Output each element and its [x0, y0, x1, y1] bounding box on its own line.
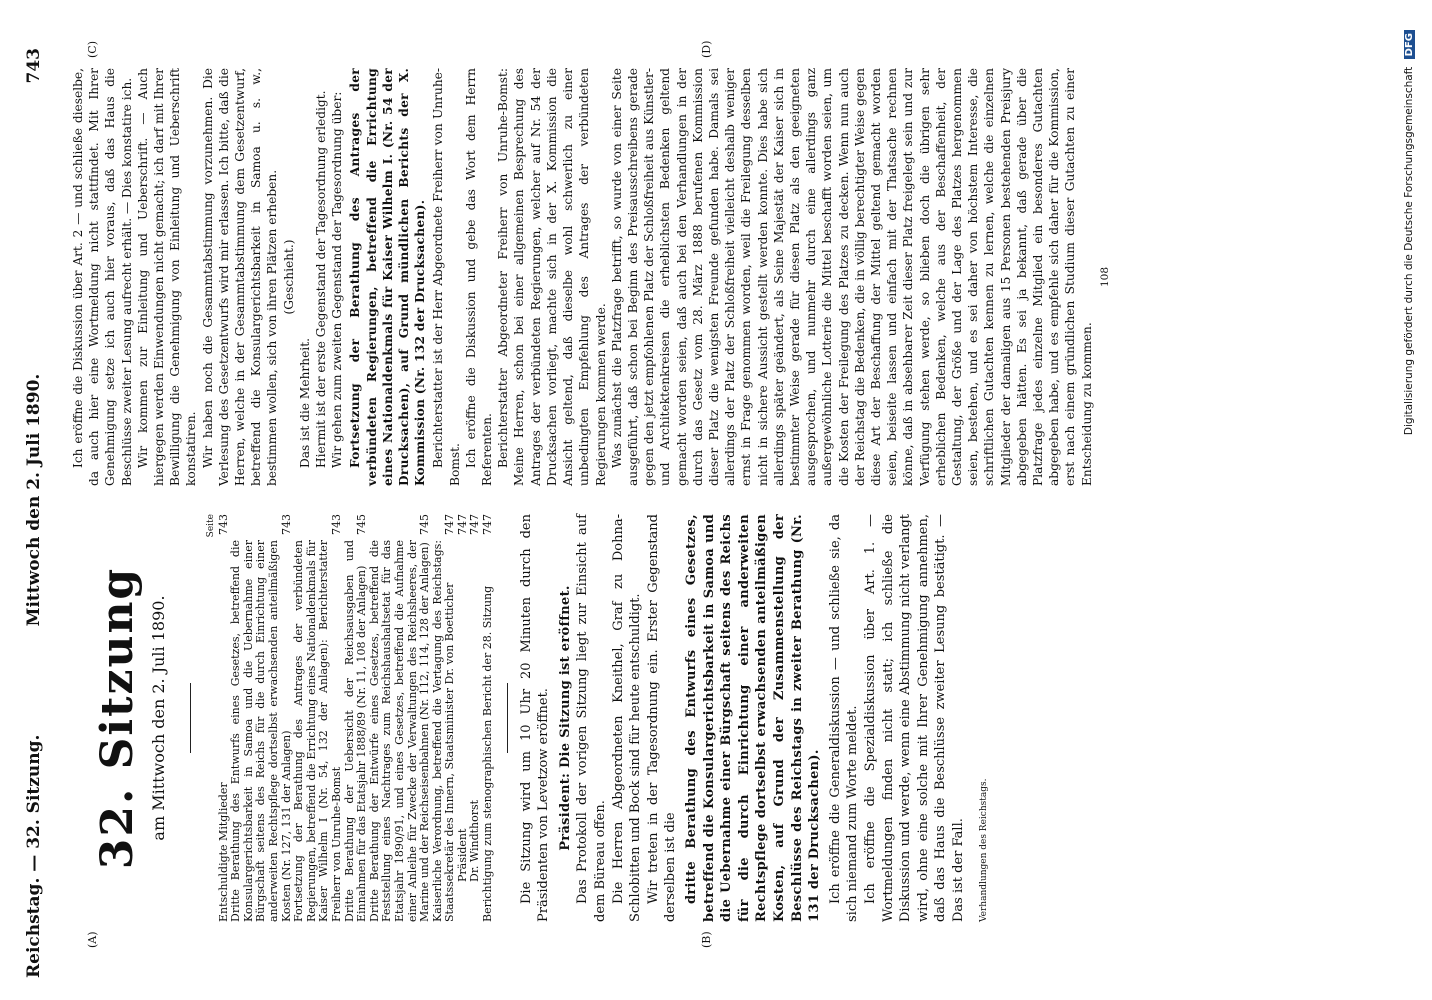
- paragraph: Wir haben noch die Gesammtabstimmung vorzunehmen. Die Verlesung des Gesetzentwurfs wird mir erlassen. Ich bitte, daß die Herren, welche in der Gesammtabstimmung dem Gesetzentwurf, betreffend die Konsulargerichtsbarkeit in Samoa u. s. w., bestimmen wollen, sich von ihren Plätzen erheben.: [200, 68, 280, 486]
- paragraph: Ich eröffne die Diskussion über Art. 2 — und schließe dieselbe, da auch hier eine Wortmeldung nicht stattfindet. Mit Ihrer Genehmigung setze ich auch hier voraus, daß das Haus die Beschlüsse zweiter Lesung aufrecht erhält. — Dies konstatire ich.: [71, 68, 134, 486]
- paragraph: Wir kommen zur Einleitung und Ueberschrift. — Auch hiergegen werden Einwendungen nicht gemacht; ich darf mit Ihrer Bewilligung die Genehmigung von Einleitung und Ueberschrift konstatiren.: [135, 68, 199, 486]
- paragraph: Präsident: Die Sitzung ist eröffnet.: [557, 585, 573, 851]
- paragraph: Berichterstatter ist der Herr Abgeordnete Freiherr von Unruhe-Bomst.: [431, 68, 462, 486]
- paragraph: Berichterstatter Abgeordneter Freiherr von Unruhe-Bomst: Meine Herren, schon bei einer allgemeinen Besprechung des Antrages der verbündeten Regierungen, welcher auf Nr. 54 der Drucksachen vorliegt, machte sich in der X. Kommission die Ansicht geltend, daß dieselbe wohl schwerlich zu einer unbedingten Empfehlung des Antrages der verbündeten Regierungen kommen werde.: [496, 68, 608, 486]
- toc-item: Präsident 747: [455, 514, 469, 882]
- digitization-text: Digitalisierung gefördert durch die Deutsche Forschungsgemeinschaft: [1403, 66, 1415, 436]
- paragraph: Das Protokoll der vorigen Sitzung liegt zur Einsicht auf dem Büreau offen.: [575, 514, 609, 922]
- toc-item: Dr. Windthorst 747: [468, 514, 482, 882]
- margin-mark-a: (A): [86, 931, 99, 948]
- session-date: am Mittwoch den 2. Juli 1890.: [149, 595, 168, 841]
- toc-item: Dritte Berathung des Entwurfs eines Gesetzes, betreffend die Konsulargerichtsbarkeit in Samoa und die Uebernahme einer Bürgschaft seitens des Reichs für die durch Einrichtung einer anderweiten Rechtspflege dortselbst erwachsenden anteilmäßigen Kosten (Nr. 127, 131 der Anlagen) 743: [229, 514, 293, 922]
- paragraph: Wir gehen zum zweiten Gegenstand der Tagesordnung über:: [330, 91, 345, 468]
- paragraph: Ich eröffne die Diskussion und gebe das Wort dem Herrn Referenten.: [463, 68, 495, 486]
- margin-mark-c: (C): [86, 41, 99, 58]
- paragraph: Was zunächst die Platzfrage betrifft, so wurde von einer Seite ausgeführt, daß schon bei Beginn des Preisausschreibens gerade gegen den jetzt empfohlenen Platz der Schloßfreiheit aus Künstler- und Architektenkreisen die erheblichsten Bedenken geltend gemacht worden seien, daß auch bei den Verhandlungen in der durch das Gesetz vom 28. März 1888 berufenen Kommission dieser Platz die wenigsten Freunde gefunden habe. Damals sei allerdings der Platz der Schloßfreiheit vielleicht deshalb weniger ernst in Frage genommen worden, weil die Freilegung desselben nicht in sichere Aussicht gestellt werden konnte. Dies habe sich allerdings später geändert, als Seine Majestät der Kaiser sich in bestimmter Weise gerade für diesen Platz als den geeigneten ausgesprochen, und nunmehr durch eine allerdings ganz außergewöhnliche Lotterie die Mittel beschafft worden seien, um die Kosten der Freilegung des Platzes zu decken. Wenn nun auch der Reichstag die Bedenken, die in völlig berechtigter Weise gegen diese Art der Beschaffung der Mittel geltend gemacht worden seien, beiseite lassen und einfach mit der Thatsache rechnen könne, daß in absehbarer Zeit dieser Platz freigelegt sein und zur Verfügung stehen werde, so blieben doch die übrigen sehr erheblichen Bedenken, welche aus der Beschaffenheit, der Gestaltung, der Größe und der Lage des Platzes hergenommen seien, bestehen, und es sei daher von höchstem Interesse, die schriftlichen Gutachten kennen zu lernen, welche die einzelnen Mitglieder der damaligen aus 15 Personen bestehenden Preisjury abgegeben hätten. Es sei ja bekannt, daß gerade über die Platzfrage jedes einzelne Mitglied ein besonderes Gutachten abgegeben habe, und es empfehle sich daher für die Kommission, erst nach einem gründlichen Studium dieser Gutachten zu einer Entscheidung zu kommen.: [609, 68, 1094, 486]
- margin-mark-d: (D): [700, 40, 713, 58]
- left-column-text: [518, 514, 993, 922]
- dfg-logo: DFG: [1404, 30, 1415, 59]
- paragraph: Das ist die Mehrheit.: [297, 338, 312, 468]
- stage-direction: (Geschieht.): [281, 239, 296, 315]
- toc-seite-label: Seite: [206, 514, 216, 538]
- toc-item: Dritte Berathung der Uebersicht der Reichsausgaben und Einnahmen für das Etatsjahr 1888/89 (Nr. 11, 108 der Anlagen) 745: [342, 514, 369, 922]
- toc-rule: [507, 683, 508, 753]
- paragraph: Hiermit ist der erste Gegenstand der Tagesordnung erledigt.: [314, 90, 329, 468]
- agenda-item: Fortsetzung der Berathung des Antrages der verbündeten Regierungen, betreffend die Errichtung eines Nationaldenkmals für Kaiser Wilhelm I. (Nr. 54 der Drucksachen), auf Grund mündlichen Berichts der X. Kommission (Nr. 132 der Drucksachen).: [348, 68, 428, 486]
- paragraph: Die Herren Abgeordneten Kneithel, Graf zu Dohna-Schlobitten und Bock sind für heute entschuldigt.: [610, 514, 644, 922]
- toc-item: Fortsetzung der Berathung des Antrages der verbündeten Regierungen, betreffend die Errichtung eines Nationaldenkmals für Kaiser Wilhelm I (Nr. 54, 132 der Anlagen): Berichterstatter Freiherr von Unruhe-Bomst 743: [292, 514, 343, 922]
- digitization-note: [1403, 30, 1415, 435]
- left-column: [92, 514, 993, 922]
- running-header-center: Mittwoch den 2. Juli 1890.: [24, 373, 44, 627]
- title-rule: [190, 683, 191, 753]
- paragraph: Wir treten in der Tagesordnung ein. Erster Gegenstand derselben ist die: [645, 514, 679, 922]
- toc-item: Dritte Berathung der Entwürfe eines Gesetzes, betreffend die Feststellung eines Nachtrages zum Reichshaushaltsetat für das Etatsjahr 1890/91, und eines Gesetzes, betreffend die Aufnahme einer Anleihe für Zwecke der Verwaltungen des Reichsheeres, der Marine und der Reichseisenbahnen (Nr. 112, 114, 128 der Anlagen) 745: [367, 514, 432, 922]
- running-header-left: Reichstag. — 32. Sitzung.: [24, 734, 44, 978]
- toc-item: Kaiserliche Verordnung, betreffend die Vertagung des Reichstags: Staatssekretär des Innern, Staatsminister Dr. von Boetticher 747: [430, 514, 457, 922]
- page-number: 743: [24, 48, 44, 84]
- toc-item: Entschuldigte Mitglieder 743: [216, 514, 230, 922]
- paragraph: Ich eröffne die Generaldiskussion — und schließe sie, da sich niemand zum Worte meldet.: [827, 514, 861, 922]
- paragraph: Ich eröffne die Spezialdiskussion über Art. 1. — Wortmeldungen finden nicht statt; ich schließe die Diskussion und werde, wenn eine Abstimmung nicht verlangt wird, ohne eine solche mit Ihrer Genehmigung annehmen, daß das Haus die Beschlüsse zweiter Lesung bestätigt. — Das ist der Fall.: [862, 514, 966, 922]
- margin-mark-b: (B): [700, 931, 713, 948]
- paragraph: Die Sitzung wird um 10 Uhr 20 Minuten durch den Präsidenten von Levetzow eröffnet.: [518, 514, 552, 922]
- table-of-contents: [205, 514, 495, 922]
- session-title: 32. Sitzung: [92, 566, 143, 870]
- signature-number: 108: [1098, 266, 1111, 288]
- agenda-item: dritte Berathung des Entwurfs eines Gesetzes, betreffend die Konsulargerichtsbarkeit in Samoa und die Uebernahme einer Bürgschaft seitens des Reichs für die durch Einrichtung einer anderweiten Rechtspflege dortselbst erwachsenden anteilmäßigen Kosten, auf Grund der Zusammenstellung der Beschlüsse des Reichstags in zweiter Berathung (Nr. 131 der Drucksachen).: [684, 514, 823, 922]
- footer-note: Verhandlungen des Reichstags.: [978, 778, 989, 922]
- toc-item: Berichtigung zum stenographischen Bericht der 28. Sitzung 747: [481, 514, 495, 922]
- right-column: [70, 68, 1113, 486]
